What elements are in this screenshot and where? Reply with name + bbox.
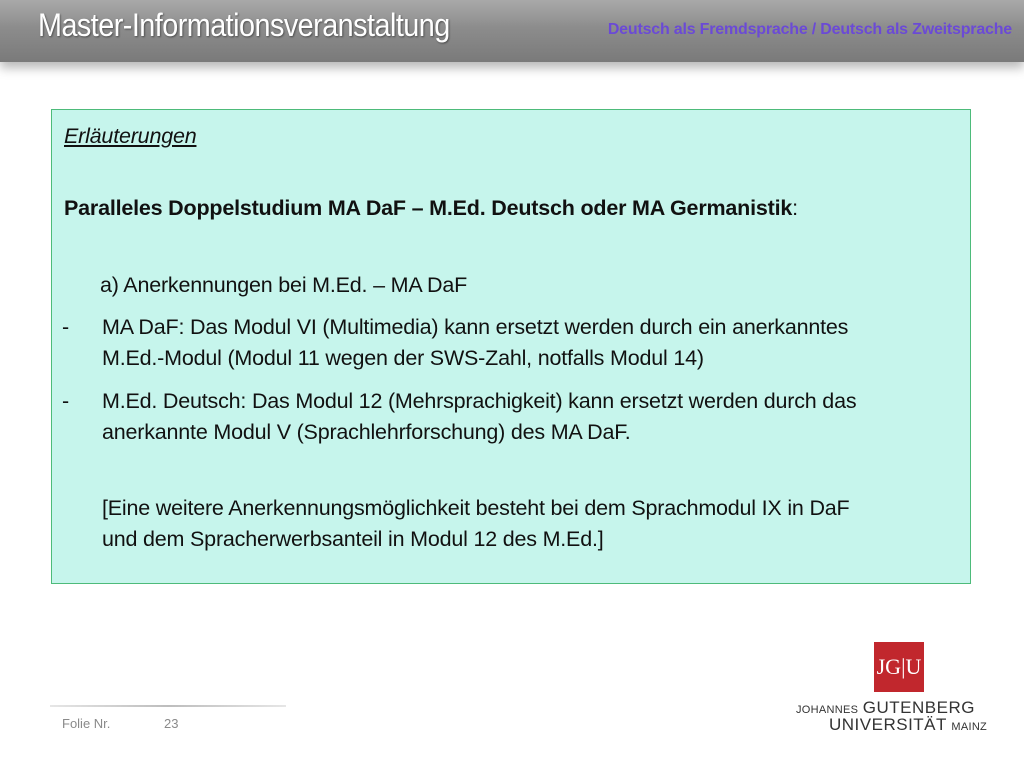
bullet2-line2: anerkannte Modul V (Sprachlehrforschung) des MA DaF. (102, 420, 631, 444)
logo-johannes: JOHANNES (796, 704, 859, 716)
bullet1-line2: M.Ed.-Modul (Modul 11 wegen der SWS-Zahl, notfalls Modul 14) (102, 346, 704, 370)
header-bar (0, 0, 1024, 62)
footer-divider (50, 705, 286, 707)
logo-gutenberg: GUTENBERG (862, 698, 975, 717)
logo-mainz: MAINZ (951, 721, 988, 733)
slide-number: 23 (164, 716, 179, 731)
topic-bold: Paralleles Doppelstudium MA DaF – M.Ed. Deutsch oder MA Germanistik (64, 196, 793, 220)
topic-colon: : (792, 196, 798, 220)
section-heading: Erläuterungen (64, 124, 197, 148)
note-line1: [Eine weitere Anerkennungsmöglichkeit besteht bei dem Sprachmodul IX in DaF (102, 496, 850, 520)
topic-line (64, 196, 798, 221)
slide-number-label: Folie Nr. (62, 716, 111, 731)
note-line2: und dem Spracherwerbsanteil in Modul 12 des M.Ed.] (102, 527, 604, 551)
logo-universitaet: UNIVERSITÄT (829, 715, 947, 734)
content-box (51, 109, 971, 584)
slide-subtitle: Deutsch als Fremdsprache / Deutsch als Zweitsprache (607, 21, 1012, 38)
bullet-marker-2: - (62, 389, 69, 413)
slide-title: Master-Informationsveranstaltung (38, 7, 450, 43)
university-name-line2 (829, 715, 987, 735)
bullet-marker-1: - (62, 315, 69, 339)
university-logo-mark: JG|U (874, 642, 924, 692)
bullet2-line1: M.Ed. Deutsch: Das Modul 12 (Mehrsprachigkeit) kann ersetzt werden durch das (102, 389, 857, 413)
bullet1-line1: MA DaF: Das Modul VI (Multimedia) kann ersetzt werden durch ein anerkanntes (102, 315, 849, 339)
sub-heading: a) Anerkennungen bei M.Ed. – MA DaF (100, 273, 468, 297)
